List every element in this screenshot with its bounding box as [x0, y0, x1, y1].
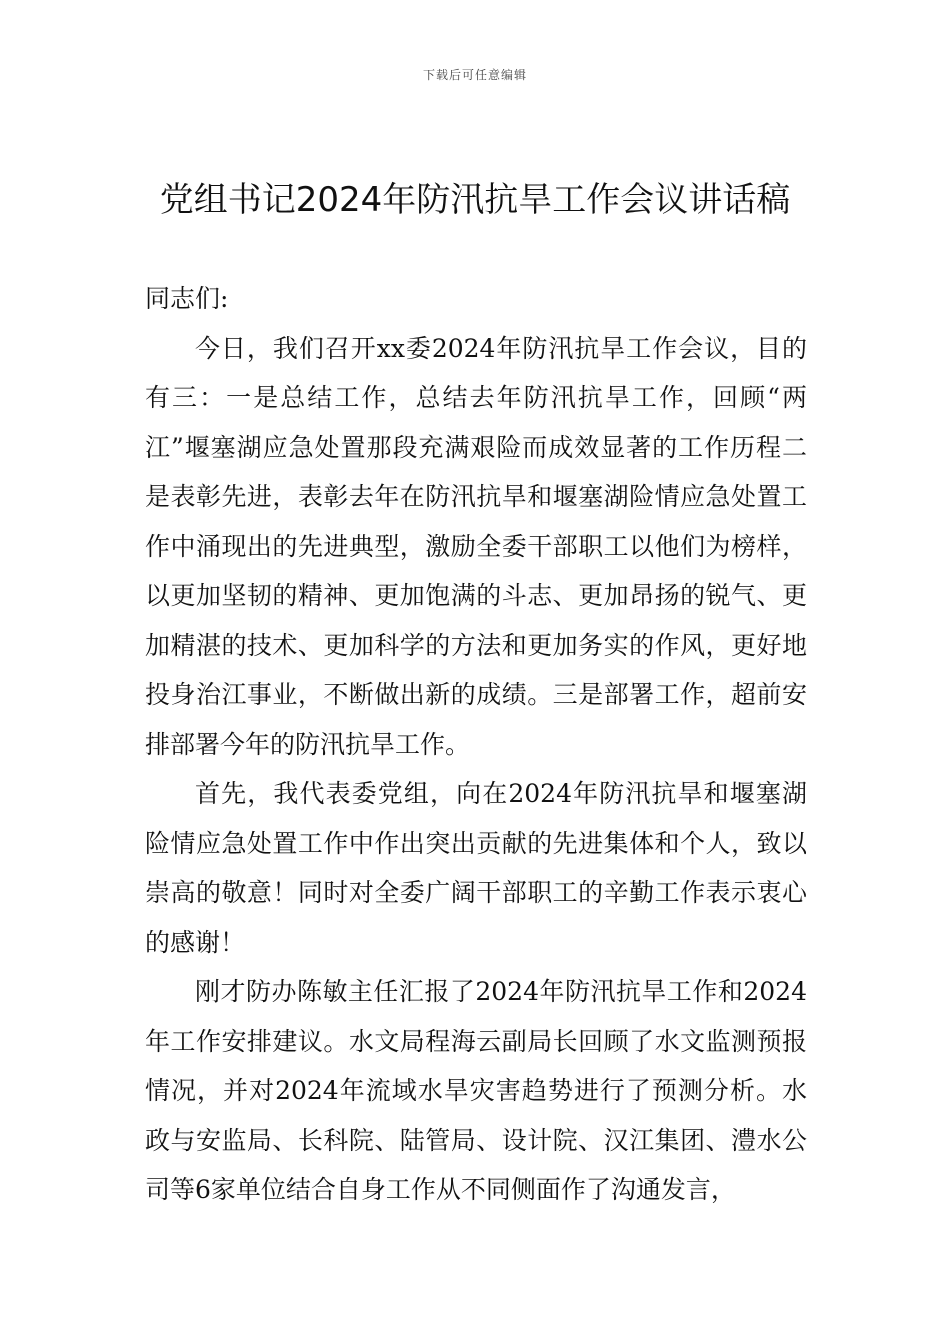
paragraph-2: 首先，我代表委党组，向在2024年防汛抗旱和堰塞湖险情应急处置工作中作出突出贡献的先进集体和个人，致以崇高的敬意！同时对全委广阔干部职工的辛勤工作表示衷心的感谢！	[145, 779, 807, 957]
header-note: 下载后可任意编辑	[422, 68, 527, 82]
paragraph-3: 刚才防办陈敏主任汇报了2024年防汛抗旱工作和2024年工作安排建议。水文局程海云副局长回顾了水文监测预报情况，并对2024年流域水旱灾害趋势进行了预测分析。水政与安监局、长科院、陆管局、设计院、汉江集团、澧水公司等6家单位结合自身工作从不同侧面作了沟通发言，	[145, 977, 807, 1204]
document-title: 党组书记2024年防汛抗旱工作会议讲话稿	[159, 180, 791, 220]
document-body	[145, 274, 807, 1215]
paragraph-1: 今日，我们召开xx委2024年防汛抗旱工作会议，目的有三：一是总结工作，总结去年防汛抗旱工作，回顾“两江”堰塞湖应急处置那段充满艰险而成效显著的工作历程二是表彰先进，表彰去年在防汛抗旱和堰塞湖险情应急处置工作中涌现出的先进典型，激励全委干部职工以他们为榜样，以更加坚韧的精神、更加饱满的斗志、更加昂扬的锐气、更加精湛的技术、更加科学的方法和更加务实的作风，更好地投身治江事业，不断做出新的成绩。三是部署工作，超前安排部署今年的防汛抗旱工作。	[145, 333, 807, 759]
salutation: 同志们:	[145, 284, 229, 313]
